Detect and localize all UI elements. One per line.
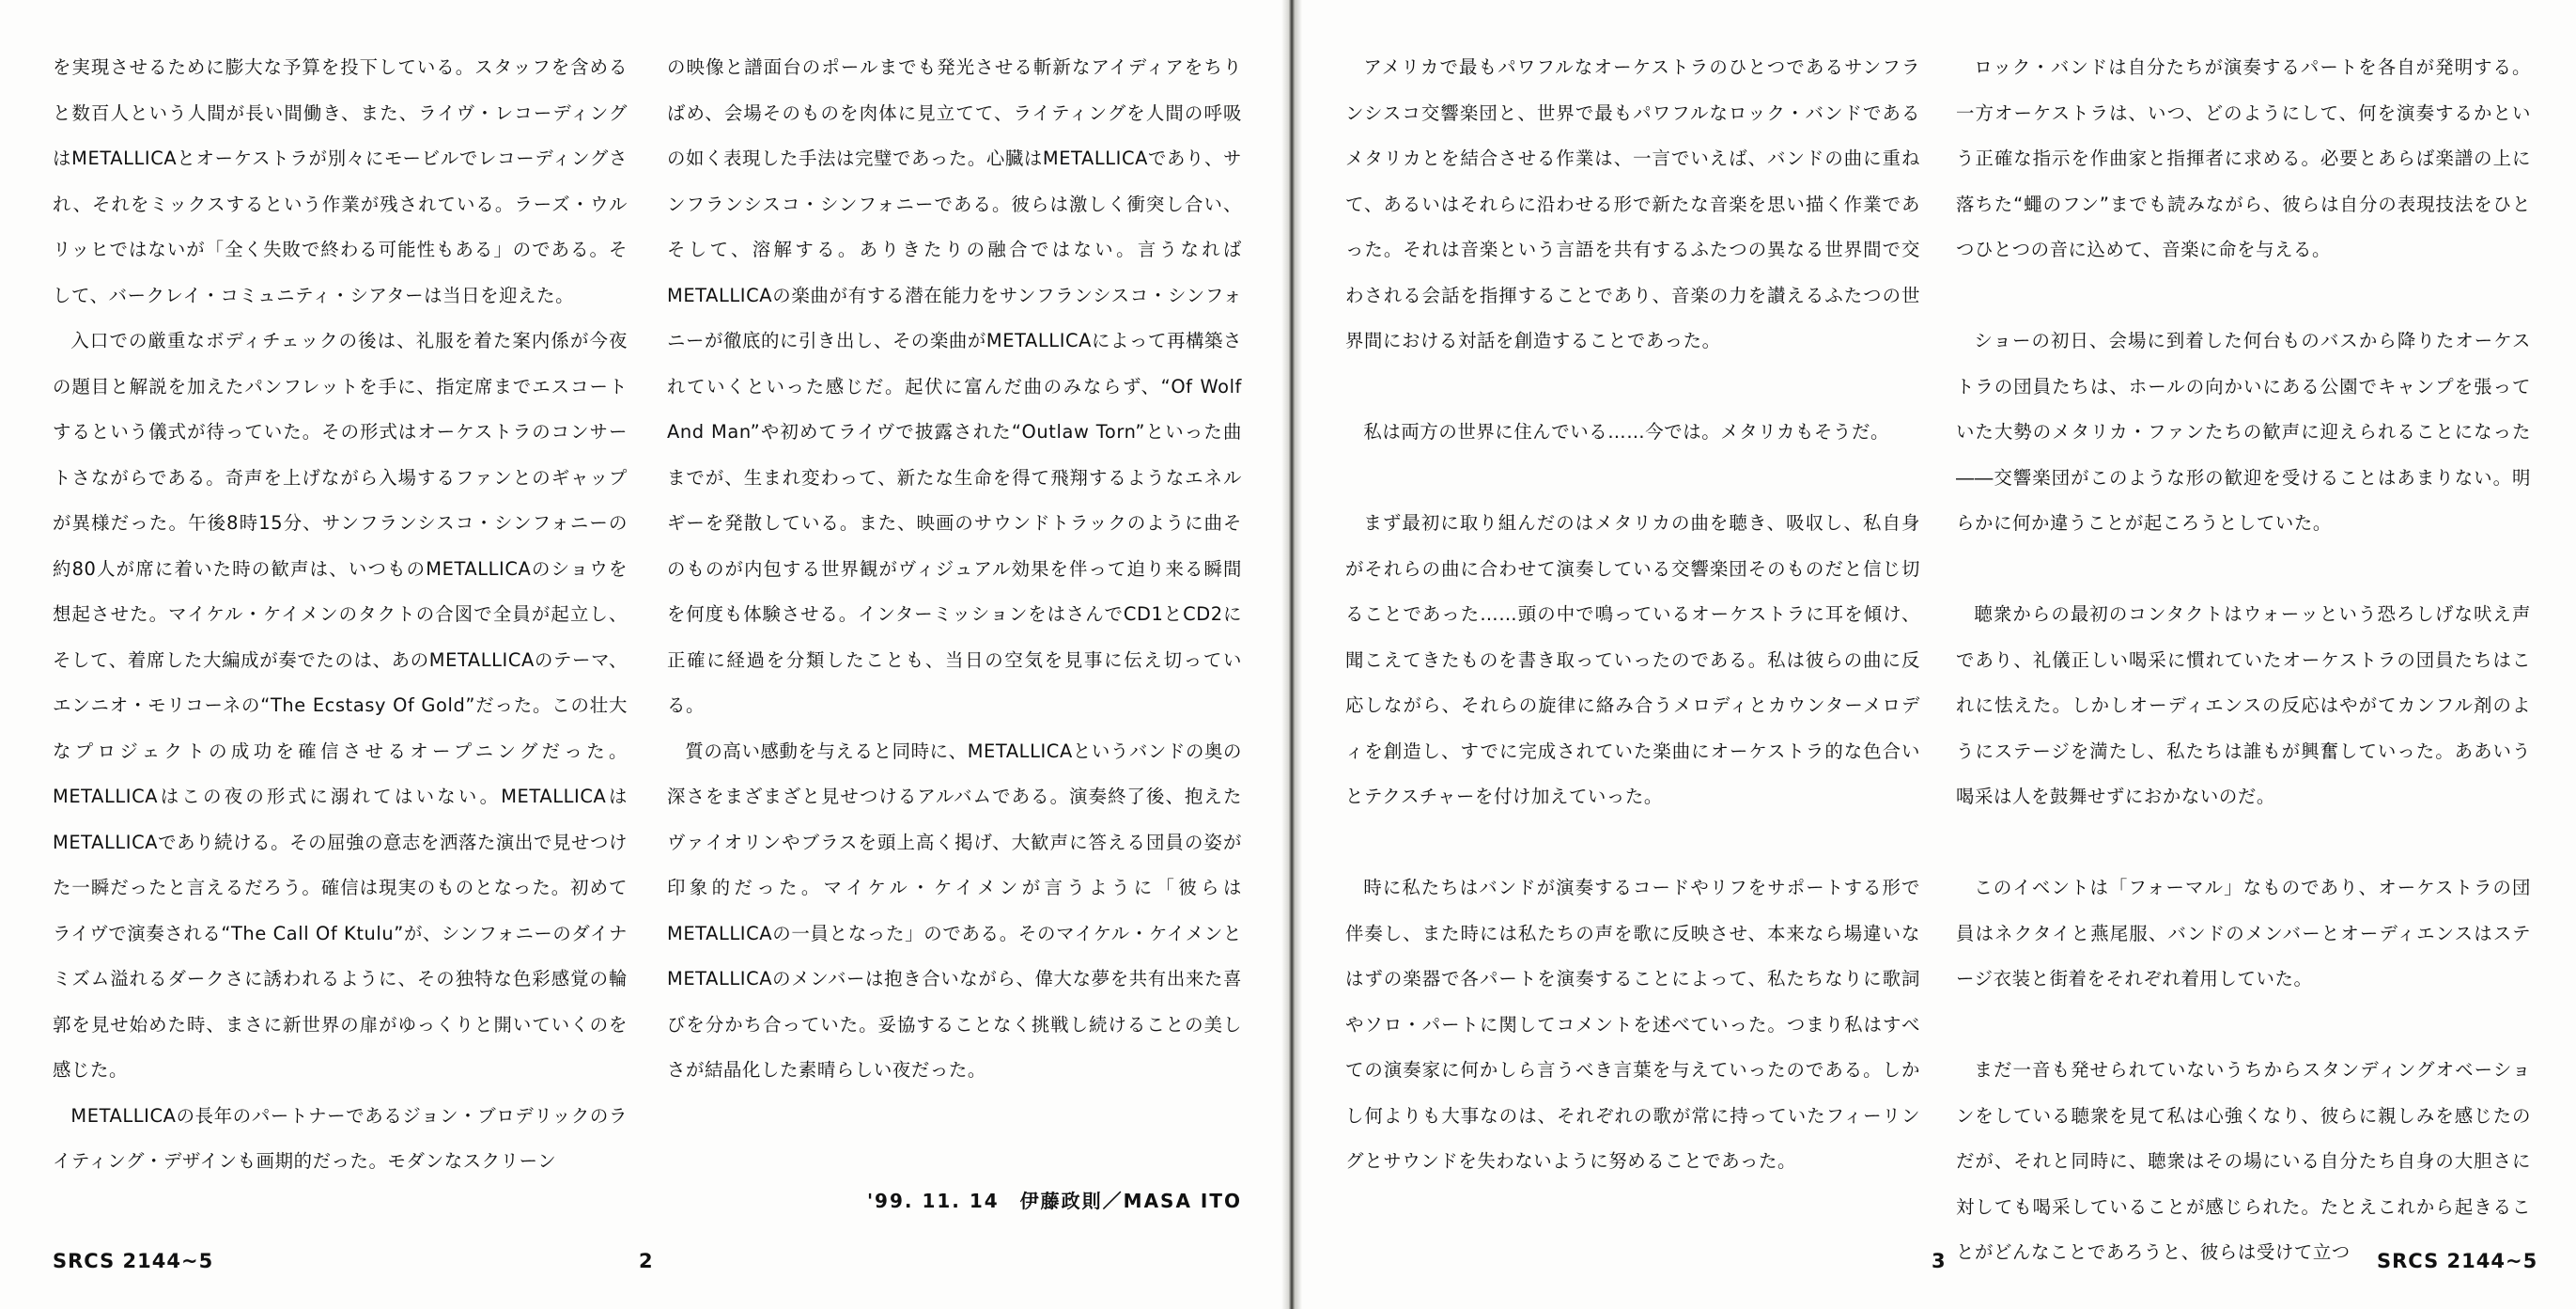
paragraph: 私は両方の世界に住んでいる……今では。メタリカもそうだ。 (1363, 421, 1889, 443)
paragraph: 質の高い感動を与えると同時に、METALLICAというバンドの奥の深さをまざまざと見せつけるアルバムである。演奏終了後、抱えたヴァイオリンやブラスを頭上高く掲げ、大歓声に答える団員の姿が印象的だった。マイケル・ケイメンが言うように「彼らはMETALLICAの一員となった」のである。そのマイケル・ケイメンとMETALLICAのメンバーは抱き合いながら、偉大な夢を共有出来た喜びを分かち合っていた。妥協することなく挑戦し続けることの美しさが結晶化した素晴らしい夜だった。 (667, 740, 1242, 1081)
paragraph: METALLICAの長年のパートナーであるジョン・ブロデリックのライティング・デザインも画期的だった。モダンなスクリーン (53, 1104, 628, 1172)
left-page-column-2 (667, 45, 1242, 1094)
paragraph: このイベントは「フォーマル」なものであり、オーケストラの団員はネクタイと燕尾服、バンドのメンバーとオーディエンスはステージ衣装と街着をそれぞれ着用していた。 (1956, 877, 2531, 990)
paragraph: 入口での厳重なボディチェックの後は、礼服を着た案内係が今夜の題目と解説を加えたパンフレットを手に、指定席までエスコートするという儀式が待っていた。その形式はオーケストラのコンサートさながらである。奇声を上げながら入場するファンとのギャップが異様だった。午後8時15分、サンフランシスコ・シンフォニーの約80人が席に着いた時の歓声は、いつものMETALLICAのショウを想起させた。マイケル・ケイメンのタクトの合図で全員が起立し、そして、着席した大編成が奏でたのは、あのMETALLICAのテーマ、エンニオ・モリコーネの“The Ecstasy Of Gold”だった。この壮大なプロジェクトの成功を確信させるオープニングだった。METALLICAはこの夜の形式に溺れてはいない。METALLICAはMETALLICAであり続ける。その屈強の意志を洒落た演出で見せつけた一瞬だったと言えるだろう。確信は現実のものとなった。初めてライヴで演奏される“The Call Of Ktulu”が、シンフォニーのダイナミズム溢れるダークさに誘われるように、その独特な色彩感覚の輪郭を見せ始めた時、まさに新世界の扉がゆっくりと開いていくのを感じた。 (53, 330, 628, 1081)
paragraph: 時に私たちはバンドが演奏するコードやリフをサポートする形で伴奏し、また時には私たちの声を歌に反映させ、本来なら場違いなはずの楽器で各パートを演奏することによって、私たちなりに歌詞やソロ・パートに関してコメントを述べていった。つまり私はすべての演奏家に何かしら言うべき言葉を与えていったのである。しかし何よりも大事なのは、それぞれの歌が常に持っていたフィーリングとサウンドを失わないように努めることであった。 (1345, 877, 1920, 1172)
paragraph: まず最初に取り組んだのはメタリカの曲を聴き、吸収し、私自身がそれらの曲に合わせて演奏している交響楽団そのものだと信じ切ることであった……頭の中で鳴っているオーケストラに耳を傾け、聞こえてきたものを書き取っていったのである。私は彼らの曲に反応しながら、それらの旋律に絡み合うメロディとカウンターメロディを創造し、すでに完成されていた楽曲にオーケストラ的な色合いとテクスチャーを付け加えていった。 (1345, 512, 1920, 807)
author-byline: '99. 11. 14 伊藤政則／MASA ITO (866, 1190, 1242, 1212)
paragraph: ショーの初日、会場に到着した何台ものバスから降りたオーケストラの団員たちは、ホールの向かいにある公園でキャンプを張っていた大勢のメタリカ・ファンたちの歓声に迎えられることになった――交響楽団がこのような形の歓迎を受けることはあまりない。明らかに何か違うことが起ころうとしていた。 (1956, 330, 2531, 534)
paragraph: の映像と譜面台のポールまでも発光させる斬新なアイディアをちりばめ、会場そのものを肉体に見立てて、ライティングを人間の呼吸の如く表現した手法は完璧であった。心臓はMETALLICAであり、サンフランシスコ・シンフォニーである。彼らは激しく衝突し合い、そして、溶解する。ありきたりの融合ではない。言うなればMETALLICAの楽曲が有する潜在能力をサンフランシスコ・シンフォニーが徹底的に引き出し、その楽曲がMETALLICAによって再構築されていくといった感じだ。起伏に富んだ曲のみならず、“Of Wolf And Man”や初めてライヴで披露された“Outlaw Torn”といった曲までが、生まれ変わって、新たな生命を得て飛翔するようなエネルギーを発散している。また、映画のサウンドトラックのように曲そのものが内包する世界観がヴィジュアル効果を伴って迫り来る瞬間を何度も体験させる。インターミッションをはさんでCD1とCD2に正確に経過を分類したことも、当日の空気を見事に伝え切っている。 (667, 56, 1242, 716)
paragraph: を実現させるために膨大な予算を投下している。スタッフを含めると数百人という人間が長い間働き、また、ライヴ・レコーディングはMETALLICAとオーケストラが別々にモービルでレコーディングされ、それをミックスするという作業が残されている。ラーズ・ウルリッヒではないが「全く失敗で終わる可能性もある」のである。そして、バークレイ・コミュニティ・シアターは当日を迎えた。 (53, 56, 628, 306)
paragraph: まだ一音も発せられていないうちからスタンディングオベーションをしている聴衆を見て私は心強くなり、彼らに親しみを感じたのだが、それと同時に、聴衆はその場にいる自分たち自身の大胆さに対しても喝采していることが感じられた。たとえこれから起きることがどんなことであろうと、彼らは受けて立つ (1956, 1059, 2531, 1263)
right-page-column-1 (1345, 45, 1920, 1185)
paragraph: 聴衆からの最初のコンタクトはウォーッという恐ろしげな吠え声であり、礼儀正しい喝采に慣れていたオーケストラの団員たちはこれに怯えた。しかしオーディエンスの反応はやがてカンフル剤のようにステージを満たし、私たちは誰もが興奮していった。ああいう喝采は人を鼓舞せずにおかないのだ。 (1956, 603, 2531, 807)
booklet-spine (1281, 0, 1302, 1309)
page-number-left: 2 (639, 1250, 654, 1272)
catalog-number-right: SRCS 2144~5 (2377, 1250, 2538, 1272)
right-page-column-2 (1956, 45, 2531, 1276)
catalog-number-left: SRCS 2144~5 (53, 1250, 214, 1272)
left-page-column-1 (53, 45, 628, 1185)
paragraph: ロック・バンドは自分たちが演奏するパートを各自が発明する。一方オーケストラは、いつ、どのようにして、何を演奏するかという正確な指示を作曲家と指揮者に求める。必要とあらば楽譜の上に落ちた“蠅のフン”までも読みながら、彼らは自分の表現技法をひとつひとつの音に込めて、音楽に命を与える。 (1956, 56, 2531, 260)
paragraph: アメリカで最もパワフルなオーケストラのひとつであるサンフランシスコ交響楽団と、世界で最もパワフルなロック・バンドであるメタリカとを結合させる作業は、一言でいえば、バンドの曲に重ねて、あるいはそれらに沿わせる形で新たな音楽を思い描く作業であった。それは音楽という言語を共有するふたつの異なる世界間で交わされる会話を指揮することであり、音楽の力を讃えるふたつの世界間における対話を創造することであった。 (1345, 56, 1920, 351)
page-number-right: 3 (1932, 1250, 1947, 1272)
